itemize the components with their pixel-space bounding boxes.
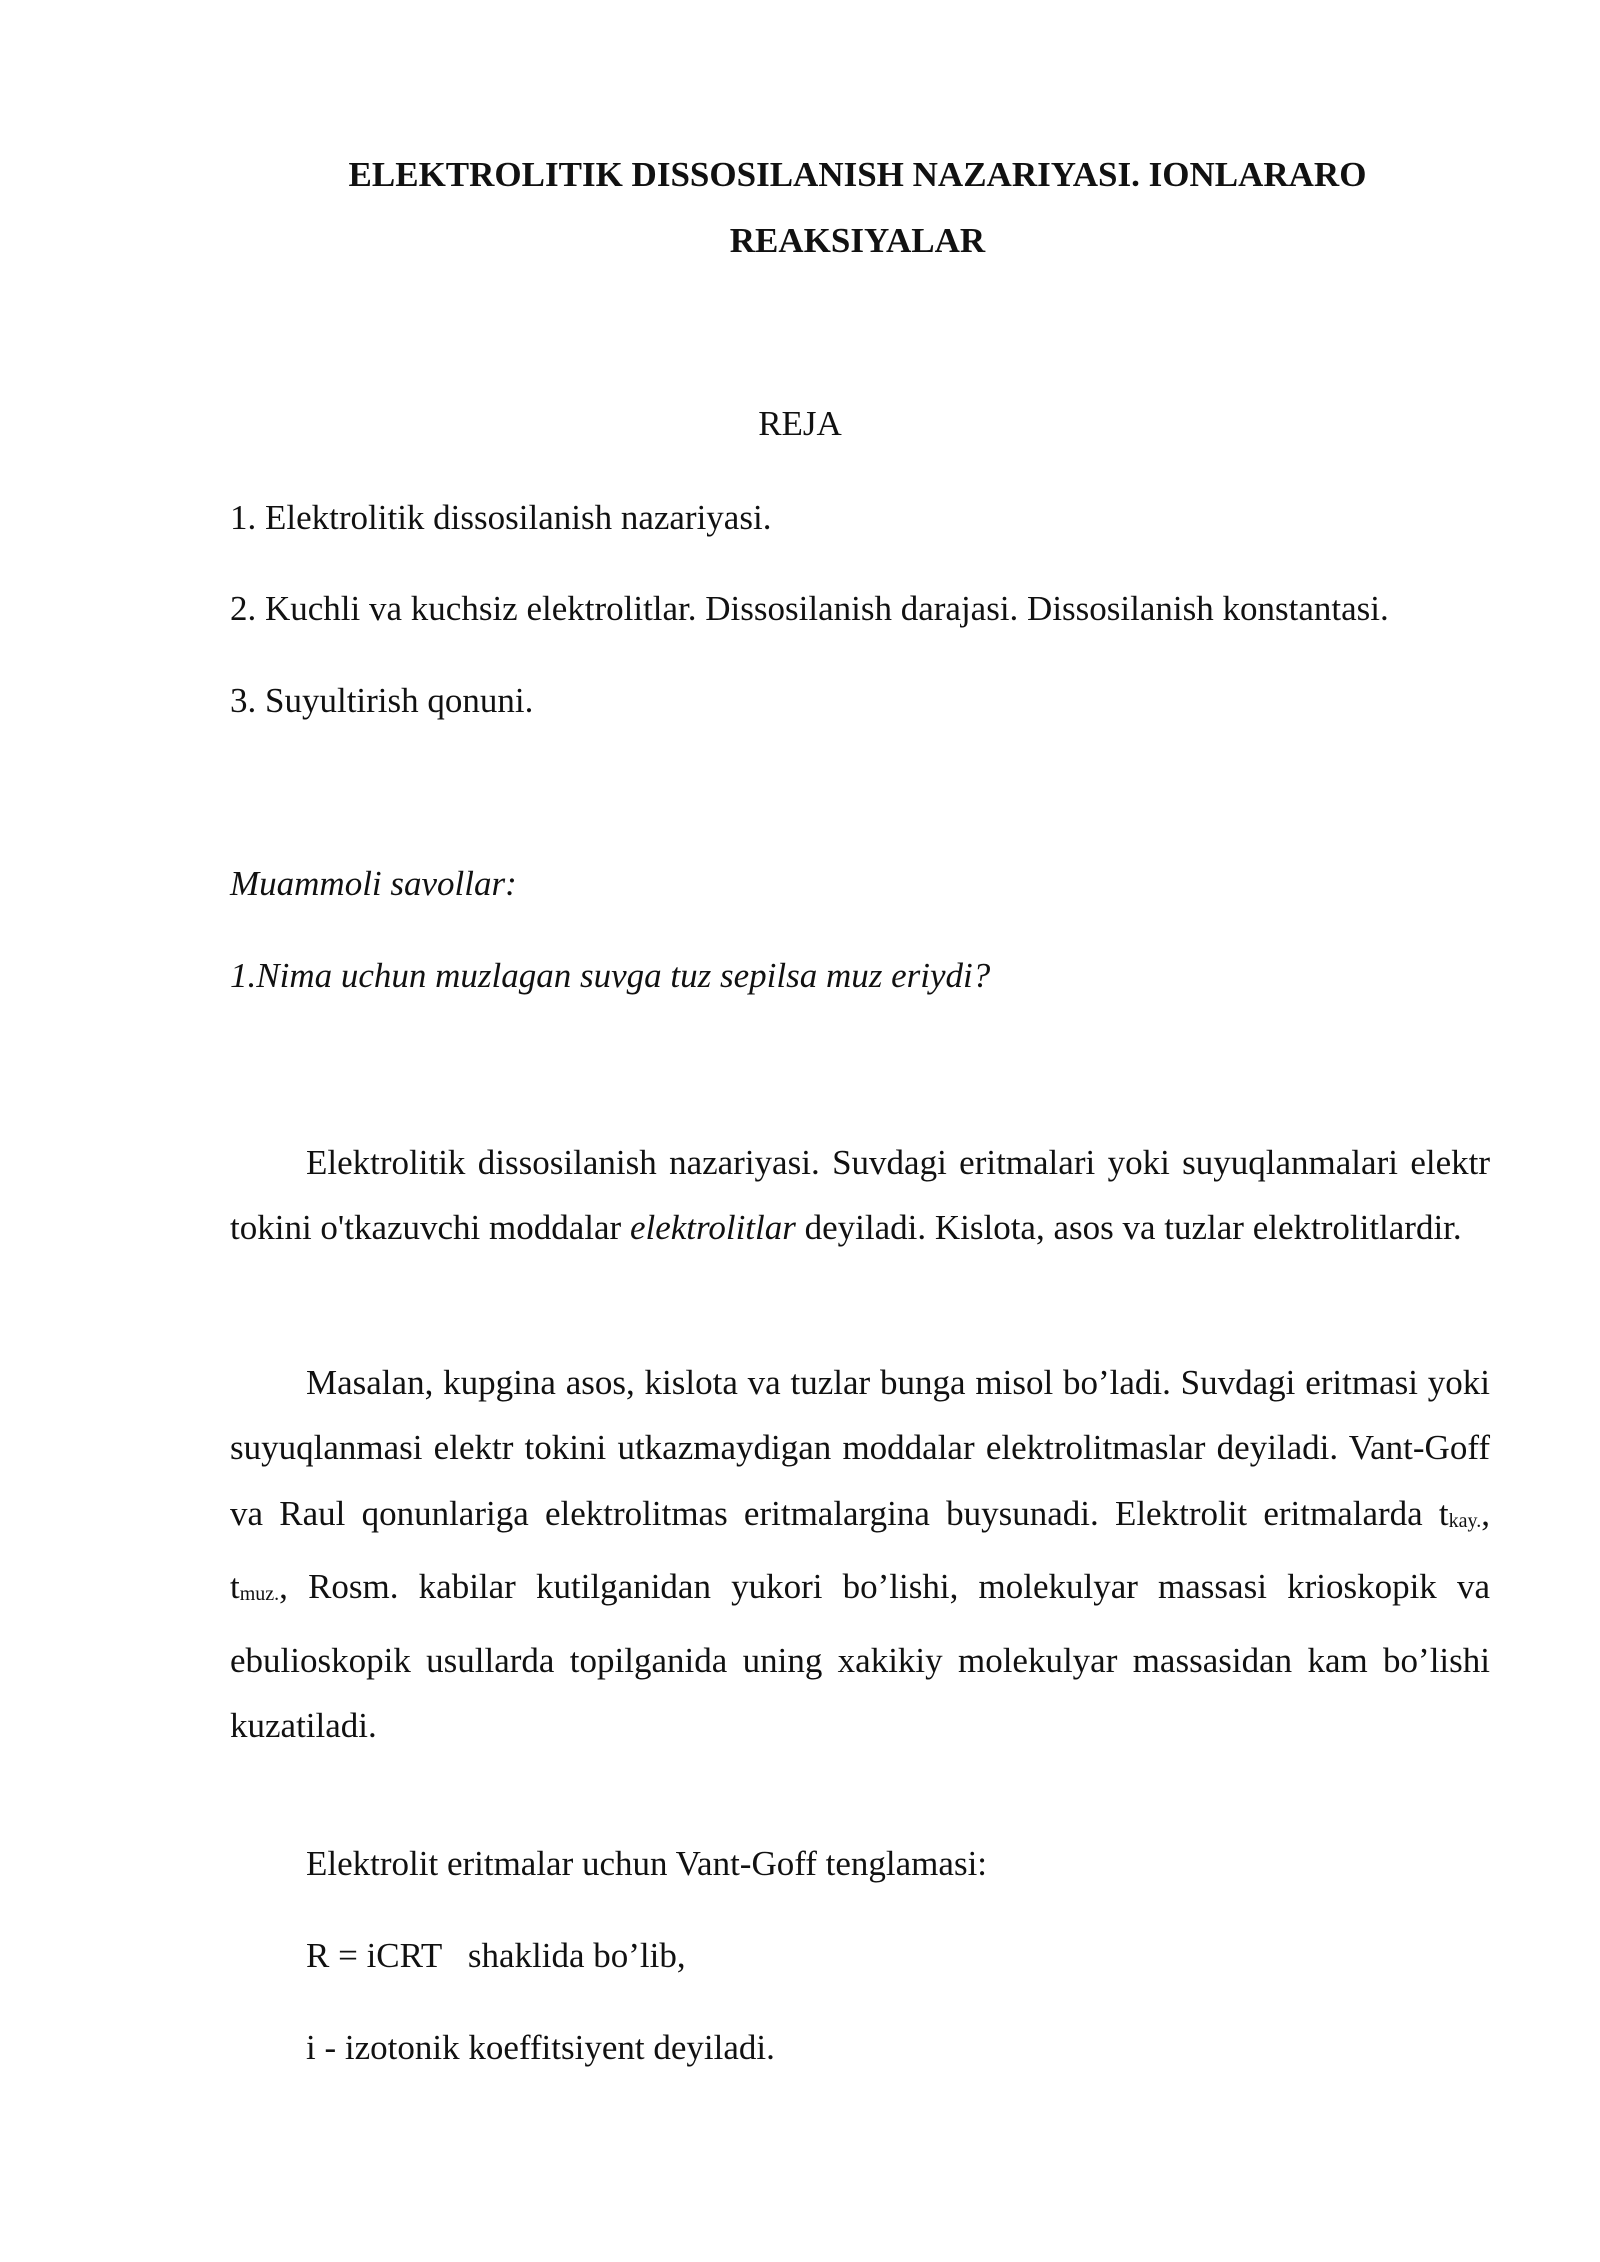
isotonic-coefficient-definition: i - izotonik koeffitsiyent deyiladi. [306, 2028, 775, 2067]
plan-item-2: 2. Kuchli va kuchsiz elektrolitlar. Dissosilanish darajasi. Dissosilanish konstantasi. [230, 589, 1389, 628]
paragraph-electrolytic-theory [230, 1130, 1490, 1261]
problem-questions-heading: Muammoli savollar: [230, 864, 517, 903]
paragraph-text: , Rosm. kabilar kutilganidan yukori bo’lishi, molekulyar massasi krioskopik va ebulioskopik usullarda topilganida uning xakikiy molekulyar massasidan kam bo’lishi kuzatiladi. [230, 1567, 1490, 1746]
paragraph-nonelectrolytes [230, 1350, 1490, 1758]
vant-goff-formula: R = iCRT shaklida bo’lib, [306, 1936, 686, 1975]
paragraph-text: , t [230, 1493, 1490, 1607]
paragraph-text: deyiladi. Kislota, asos va tuzlar elektrolitlardir. [795, 1208, 1462, 1248]
paragraph-text: Elektrolitik dissosilanish nazariyasi. Suvdagi eritmalari yoki suyuqlanmalari elektr tokini o'tkazuvchi moddalar [230, 1143, 1490, 1248]
document-title: ELEKTROLITIK DISSOSILANISH NAZARIYASI. IONLARARO REAKSIYALAR [348, 155, 1367, 260]
paragraph-text: Masalan, kupgina asos, kislota va tuzlar bunga misol bo’ladi. Suvdagi eritmasi yoki suyuqlanmasi elektr tokini utkazmaydigan moddalar elektrolitmaslar deyiladi. Vant-Goff va Raul qonunlariga elektrolitmas eritmalargina buysunadi. Elektrolit eritmalarda t [230, 1363, 1490, 1533]
subscript-muz: muz. [239, 1583, 280, 1606]
plan-item-3: 3. Suyultirish qonuni. [230, 681, 534, 720]
term-electrolytes: elektrolitlar [629, 1208, 796, 1248]
problem-question-1: 1.Nima uchun muzlagan suvga tuz sepilsa muz eriydi? [230, 956, 991, 995]
plan-heading: REJA [758, 404, 842, 443]
subscript-kay: kay. [1448, 1509, 1482, 1532]
vant-goff-equation-intro: Elektrolit eritmalar uchun Vant-Goff tenglamasi: [306, 1844, 988, 1883]
plan-item-1: 1. Elektrolitik dissosilanish nazariyasi. [230, 498, 772, 537]
